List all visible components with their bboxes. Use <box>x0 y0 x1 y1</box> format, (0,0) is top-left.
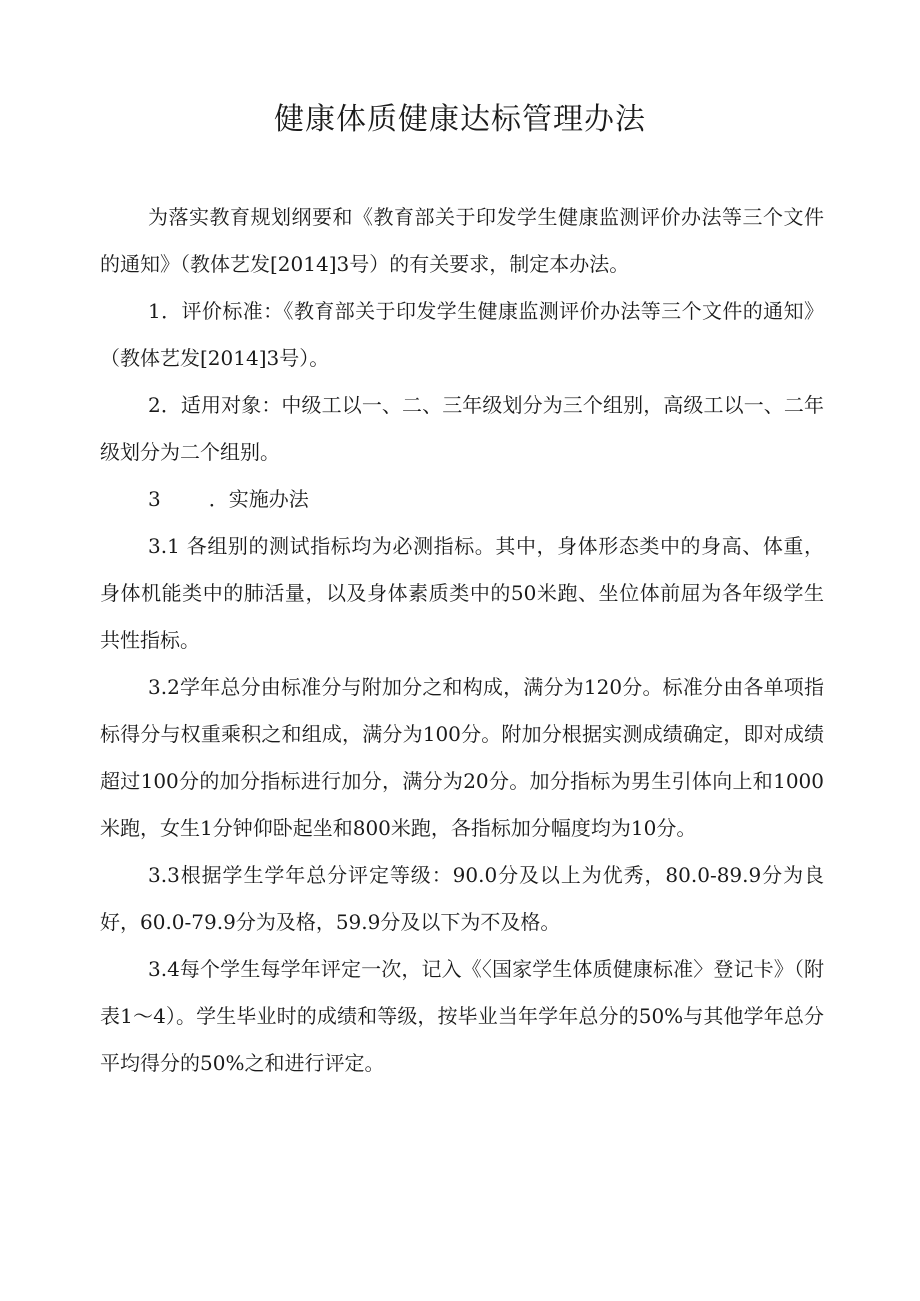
paragraph-intro: 为落实教育规划纲要和《教育部关于印发学生健康监测评价办法等三个文件的通知》（教体艺发[2014]3号）的有关要求，制定本办法。 <box>100 205 824 276</box>
paragraph-3-3: 3.3根据学生学年总分评定等级：90.0分及以上为优秀，80.0-89.9分为良好，60.0-79.9分为及格，59.9分及以下为不及格。 <box>100 863 824 934</box>
paragraph-evaluation-standard: 1．评价标准：《教育部关于印发学生健康监测评价办法等三个文件的通知》（教体艺发[2014]3号）。 <box>100 299 824 370</box>
document-title: 健康体质健康达标管理办法 <box>274 102 646 137</box>
implementation-heading-text: ．实施办法 <box>208 487 309 511</box>
paragraph-3-1: 3.1 各组别的测试指标均为必测指标。其中，身体形态类中的身高、体重，身体机能类中的肺活量，以及身体素质类中的50米跑、坐位体前屈为各年级学生共性指标。 <box>100 534 824 652</box>
paragraph-implementation-heading <box>100 476 824 523</box>
implementation-number: 3 <box>148 487 161 511</box>
paragraph-applicable-objects: 2．适用对象：中级工以一、二、三年级划分为三个组别，高级工以一、二年级划分为二个组别。 <box>100 393 824 464</box>
document-body <box>100 194 824 1087</box>
paragraph-3-2: 3.2学年总分由标准分与附加分之和构成，满分为120分。标准分由各单项指标得分与权重乘积之和组成，满分为100分。附加分根据实测成绩确定，即对成绩超过100分的加分指标进行加分，满分为20分。加分指标为男生引体向上和1000米跑，女生1分钟仰卧起坐和800米跑，各指标加分幅度均为10分。 <box>100 675 824 840</box>
paragraph-3-4: 3.4每个学生每学年评定一次，记入《〈国家学生体质健康标准〉登记卡》（附表1～4）。学生毕业时的成绩和等级，按毕业当年学年总分的50%与其他学年总分平均得分的50%之和进行评定。 <box>100 957 824 1075</box>
